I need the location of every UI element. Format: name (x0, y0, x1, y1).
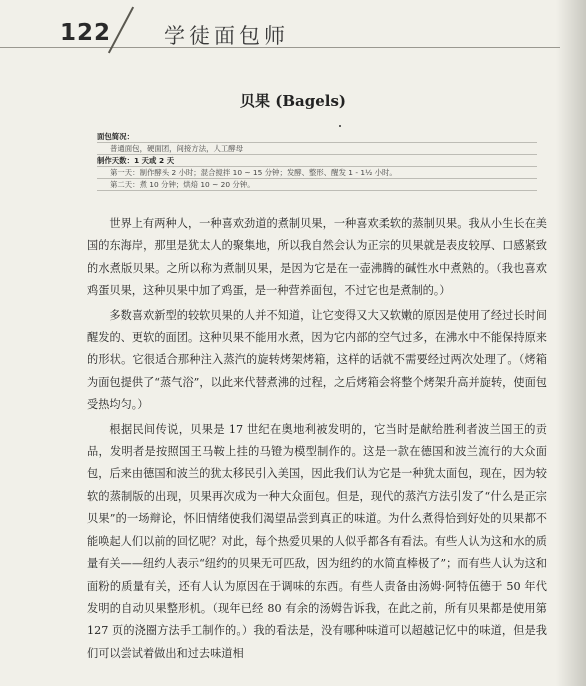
overview-day1: 第一天：制作酵头 2 小时；混合搅拌 10 ~ 15 分钟；发酵、整形、醒发 1 - 1½ 小时。 (97, 167, 537, 179)
body-text (87, 213, 547, 667)
overview-days: 制作天数：1 天或 2 天 (97, 155, 537, 167)
page-header (0, 0, 586, 56)
paragraph: 根据民间传说，贝果是 17 世纪在奥地利被发明的，它当时是献给胜利者波兰国王的贡品，发明者是按照国王马鞍上挂的马镫为模型制作的。这是一款在德国和波兰流行的大众面包，后来由德国和波兰的犹太移民引入美国，因此我们认为它是一种犹太面包，现在，因为较软的蒸制版的出现，贝果再次成为一种大众面包。但是，现代的蒸汽方法引发了“什么是正宗贝果”的一场辩论，怀旧情绪使我们渴望品尝到真正的味道。为什么煮得恰到好处的贝果都不能唤起人们以前的回忆呢？对此，每个热爱贝果的人似乎都各有看法。有些人认为这和水的质量有关——纽约人表示“纽约的贝果无可匹敌，因为纽约的水简直棒极了”；而有些人认为这和面粉的质量有关，还有人认为原因在于调味的东西。有些人责备由汤姆·阿特伍德于 50 年代发明的自动贝果整形机。（现年已经 80 有余的汤姆告诉我，在此之前，所有贝果都是使用第 127 页的浇圈方法手工制作的。）我的看法是，没有哪种味道可以超越记忆中的味道，但是我们可以尝试着做出和过去味道相 (87, 422, 547, 660)
page-number: 122 (60, 20, 112, 46)
bread-overview-box (97, 131, 537, 191)
paragraph: 多数喜欢新型的较软贝果的人并不知道，让它变得又大又软嫩的原因是使用了经过长时间醒发的、更软的面团。这种贝果不能用水煮，因为它内部的空气过多，在沸水中不能保持原来的形状。它很适合那种注入蒸汽的旋转烤架烤箱，这样的话就不需要经过两次处理了。（烤箱为面包提供了“蒸气浴”，以此来代替煮沸的过程，之后烤箱会将整个烤架升高并旋转，使面包受热均匀。） (87, 308, 547, 412)
overview-types: 普通面包，硬面团，间接方法，人工酵母 (97, 143, 537, 155)
paragraph: 世界上有两种人，一种喜欢劲道的煮制贝果，一种喜欢柔软的蒸制贝果。我从小生长在美国的东海岸，那里是犹太人的聚集地，所以我自然会认为正宗的贝果就是表皮较厚、口感紧致的水煮版贝果。之所以称为煮制贝果，是因为它是在一壶沸腾的碱性水中煮熟的。（我也喜欢鸡蛋贝果，这种贝果中加了鸡蛋，是一种营养面包，不过它也是煮制的。） (87, 217, 547, 298)
book-title: 学徒面包师 (164, 24, 289, 48)
overview-day2: 第二天：煮 10 分钟；烘焙 10 ~ 20 分钟。 (97, 179, 537, 191)
stray-dot (339, 125, 341, 127)
section-title: 贝果 (Bagels) (240, 92, 346, 110)
overview-heading: 面包简况： (97, 131, 537, 143)
